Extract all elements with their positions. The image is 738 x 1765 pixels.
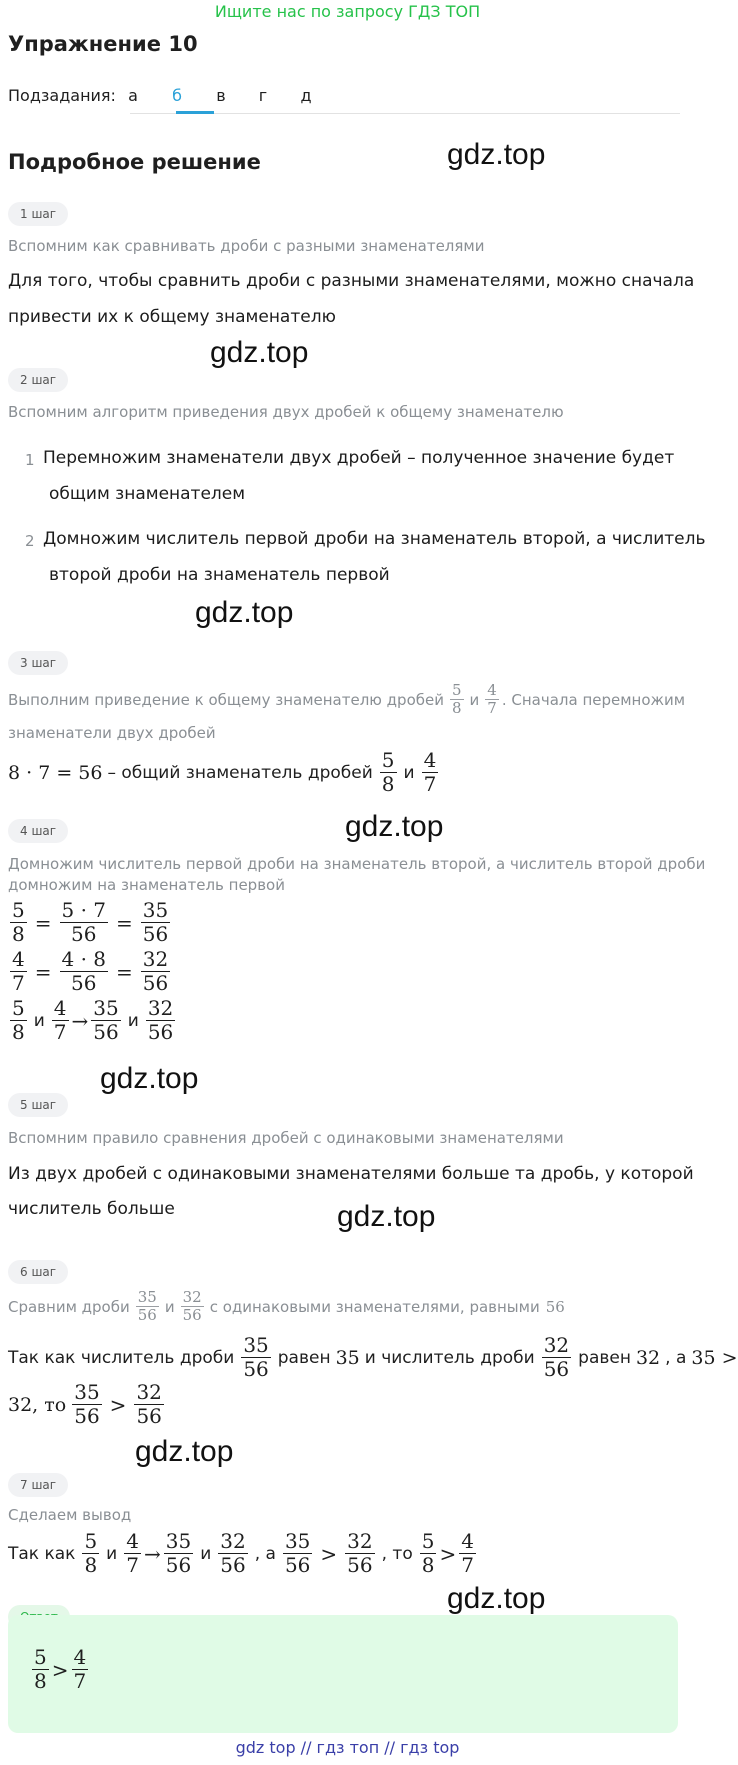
hint-text: . Сначала перемножим xyxy=(501,690,686,709)
fraction-32-56: $\frac{32}{56}$ xyxy=(347,1529,373,1577)
conclusion-row xyxy=(8,1530,478,1577)
fraction-32-56: $\frac{32}{56}$ xyxy=(147,996,174,1044)
watermark: gdz.top xyxy=(345,810,444,843)
text: и числитель дроби xyxy=(364,1347,535,1368)
list-number: 2 xyxy=(25,532,35,550)
value: 32, то xyxy=(8,1393,67,1416)
and-text: и xyxy=(33,1010,45,1031)
fraction-4x8-56: $\frac{4 \cdot 8}{56}$ xyxy=(61,947,107,995)
expr-text: – общий знаменатель дробей xyxy=(107,762,373,783)
fraction-35-56: $\frac{35}{56}$ xyxy=(165,1529,192,1577)
fraction-5-8: $\frac{5}{8}$ xyxy=(381,748,395,796)
greater-sign: > xyxy=(320,1541,338,1566)
hint-text: Сравним дроби xyxy=(8,1297,130,1316)
watermark: gdz.top xyxy=(447,1582,546,1615)
text: , а xyxy=(254,1543,276,1564)
list-item-text: общим знаменателем xyxy=(49,484,246,504)
step-text: Для того, чтобы сравнить дроби с разными знаменателями, можно сначала xyxy=(8,271,695,291)
fraction-5-8: $\frac{5}{8}$ xyxy=(421,1529,435,1577)
equals-sign: = xyxy=(34,910,52,935)
fraction-35-56: $\frac{35}{56}$ xyxy=(74,1380,100,1428)
fraction-4-7: $\frac{4}{7}$ xyxy=(53,996,67,1044)
comparison-row xyxy=(8,1334,738,1381)
tab-subtask-a[interactable]: а xyxy=(128,86,138,105)
step-label: 4 шаг xyxy=(8,819,68,843)
search-promo-banner[interactable]: Ищите нас по запросу ГДЗ ТОП xyxy=(214,2,481,21)
math-row-4-7 xyxy=(8,948,172,995)
list-item-text: Домножим числитель первой дроби на знаменатель второй, а числитель xyxy=(43,529,706,549)
and-text: и xyxy=(106,1543,118,1564)
and-text: и xyxy=(127,1010,139,1031)
fraction-35-56: $\frac{35}{56}$ xyxy=(137,1288,157,1325)
subtasks-label: Подзадания: xyxy=(8,86,116,105)
fraction-4-7: $\frac{4}{7}$ xyxy=(12,947,25,995)
step-hint: Вспомним правило сравнения дробей с одинаковыми знаменателями xyxy=(8,1129,564,1147)
step-hint: домножим на знаменатель первой xyxy=(8,876,285,894)
list-number: 1 xyxy=(25,451,35,469)
common-denominator-row xyxy=(8,749,440,796)
tab-subtask-g[interactable]: г xyxy=(258,86,268,105)
answer-expression xyxy=(30,1646,90,1693)
fraction-5-8: $\frac{5}{8}$ xyxy=(84,1529,98,1577)
value: 32 xyxy=(635,1346,661,1369)
list-item-text: второй дроби на знаменатель первой xyxy=(49,565,390,585)
text: , а xyxy=(665,1347,687,1368)
text: Так как числитель дроби xyxy=(8,1347,235,1368)
fraction-32-56: $\frac{32}{56}$ xyxy=(182,1288,202,1325)
and-text: и xyxy=(200,1543,212,1564)
step-hint: Домножим числитель первой дроби на знаменатель второй, а числитель второй дроби xyxy=(8,855,706,873)
step-label: 7 шаг xyxy=(8,1473,68,1497)
active-tab-indicator xyxy=(176,111,214,114)
product-expression: 8 · 7 = 56 xyxy=(8,761,103,784)
fraction-5-8: $\frac{5}{8}$ xyxy=(12,898,25,946)
watermark: gdz.top xyxy=(100,1062,199,1095)
and-text: и xyxy=(403,762,415,783)
tab-subtask-b[interactable]: б xyxy=(172,86,182,105)
fraction-4-7: $\frac{4}{7}$ xyxy=(126,1529,139,1577)
fraction-32-56: $\frac{32}{56}$ xyxy=(136,1380,162,1428)
step-hint: Сделаем вывод xyxy=(8,1506,132,1524)
text: равен xyxy=(578,1347,631,1368)
step-label: 5 шаг xyxy=(8,1093,68,1117)
section-title: Подробное решение xyxy=(8,150,261,174)
greater-sign: > xyxy=(51,1657,69,1682)
equals-sign: = xyxy=(34,959,52,984)
arrow-icon: → xyxy=(71,1008,89,1033)
fraction-35-56: $\frac{35}{56}$ xyxy=(93,996,119,1044)
watermark: gdz.top xyxy=(447,138,546,171)
fraction-35-56: $\frac{35}{56}$ xyxy=(142,898,169,946)
greater-sign: > xyxy=(109,1392,127,1417)
fraction-4-7: $\frac{4}{7}$ xyxy=(461,1529,474,1577)
step-hint: Вспомним алгоритм приведения двух дробей к общему знаменателю xyxy=(8,403,564,421)
step-label: 3 шаг xyxy=(8,651,68,675)
fraction-32-56: $\frac{32}{56}$ xyxy=(543,1333,570,1381)
equals-sign: = xyxy=(116,959,133,984)
fraction-5-8: $\frac{5}{8}$ xyxy=(12,996,25,1044)
step-hint: Вспомним как сравнивать дроби с разными знаменателями xyxy=(8,237,485,255)
hint-and: и xyxy=(164,1297,175,1316)
hint-text: с одинаковыми знаменателями, равными xyxy=(209,1297,540,1316)
step-text: Из двух дробей с одинаковыми знаменателями больше та дробь, у которой xyxy=(8,1164,694,1184)
tab-subtask-d[interactable]: д xyxy=(300,86,312,105)
step-label: 2 шаг xyxy=(8,368,68,392)
greater-sign: > xyxy=(439,1541,457,1566)
step-label: 6 шаг xyxy=(8,1260,68,1284)
fraction-32-56: $\frac{32}{56}$ xyxy=(220,1529,246,1577)
hint-and: и xyxy=(469,690,480,709)
fraction-4-7: $\frac{4}{7}$ xyxy=(73,1645,87,1693)
watermark: gdz.top xyxy=(135,1435,234,1468)
text: равен xyxy=(277,1347,331,1368)
step-label: 1 шаг xyxy=(8,202,68,226)
list-item-text: Перемножим знаменатели двух дробей – полученное значение будет xyxy=(43,448,675,468)
inequality: 35 > xyxy=(691,1346,738,1369)
step-hint xyxy=(8,682,685,718)
step-hint xyxy=(8,1289,565,1325)
equals-sign: = xyxy=(116,910,133,935)
watermark: gdz.top xyxy=(195,596,294,629)
math-row-5-8 xyxy=(8,899,172,946)
hint-value: 56 xyxy=(545,1297,565,1316)
fraction-5x7-56: $\frac{5 \cdot 7}{56}$ xyxy=(61,898,107,946)
fraction-4-7: $\frac{4}{7}$ xyxy=(487,681,497,718)
step-text: привести их к общему знаменателю xyxy=(8,307,336,327)
hint-text: Выполним приведение к общему знаменателю дробей xyxy=(8,690,444,709)
fraction-35-56: $\frac{35}{56}$ xyxy=(284,1529,311,1577)
watermark: gdz.top xyxy=(210,336,309,369)
exercise-title: Упражнение 10 xyxy=(8,32,198,56)
text: Так как xyxy=(8,1543,76,1564)
tab-subtask-v[interactable]: в xyxy=(216,86,226,105)
text: , то xyxy=(381,1543,413,1564)
fraction-5-8: $\frac{5}{8}$ xyxy=(451,681,462,718)
math-row-result xyxy=(8,997,177,1044)
step-hint: знаменатели двух дробей xyxy=(8,724,216,742)
watermark: gdz.top xyxy=(337,1200,436,1233)
fraction-5-8: $\frac{5}{8}$ xyxy=(34,1645,47,1693)
arrow-icon: → xyxy=(143,1541,161,1566)
fraction-35-56: $\frac{35}{56}$ xyxy=(243,1333,269,1381)
step-text: числитель больше xyxy=(8,1199,175,1219)
comparison-row-2 xyxy=(8,1381,166,1428)
fraction-32-56: $\frac{32}{56}$ xyxy=(142,947,169,995)
footer-links[interactable]: gdz top // гдз топ // гдз top xyxy=(235,1738,460,1757)
answer-box xyxy=(8,1615,678,1733)
value: 35 xyxy=(335,1346,360,1369)
fraction-4-7: $\frac{4}{7}$ xyxy=(423,748,437,796)
